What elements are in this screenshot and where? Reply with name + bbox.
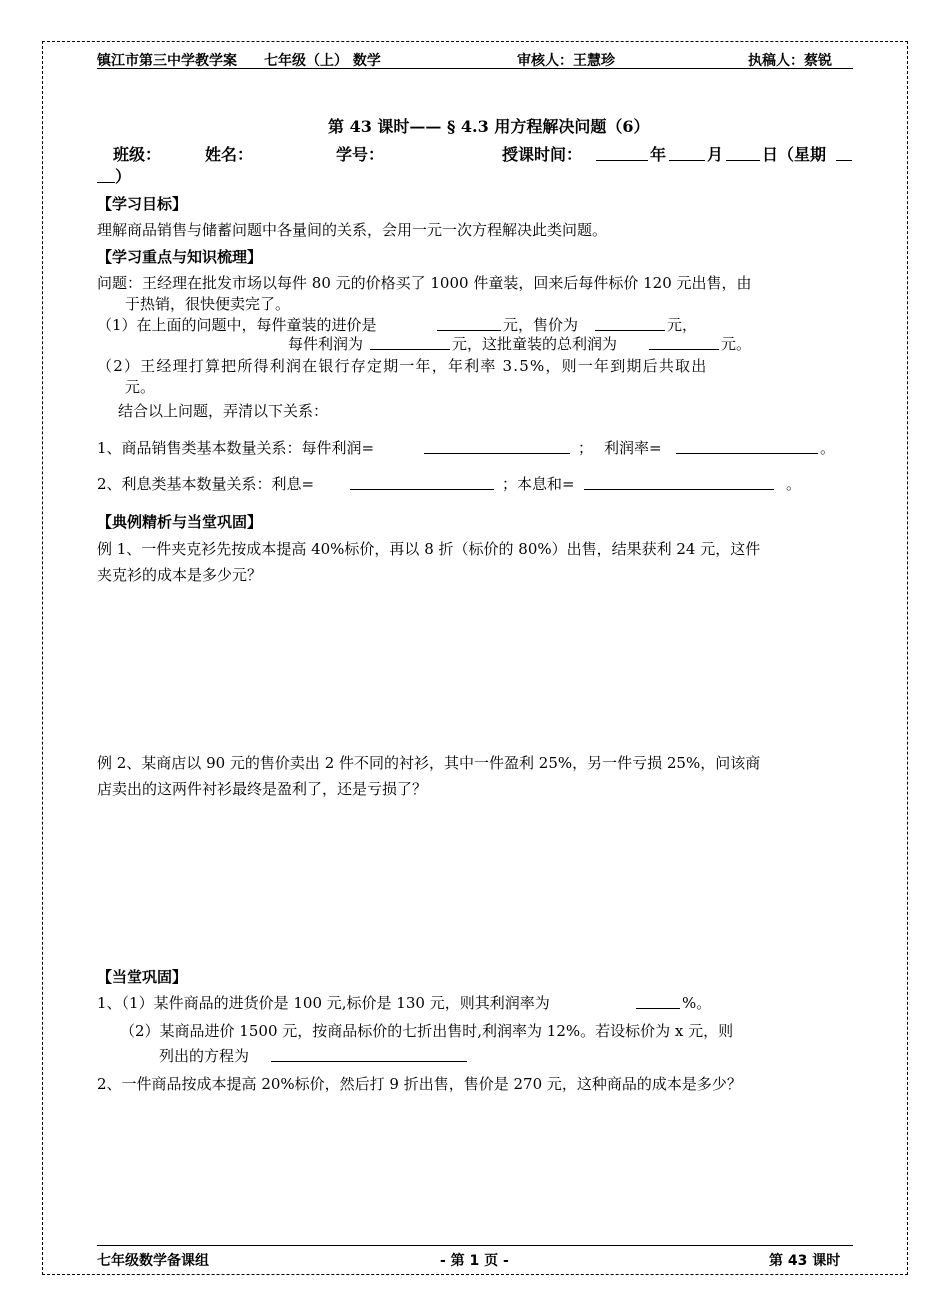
ex2-line2: 店卖出的这两件衬衫最终是盈利了，还是亏损了？ (97, 780, 428, 798)
header-author: 执稿人：蔡锐 (748, 53, 832, 69)
class-label: 班级： (113, 145, 162, 164)
year-label: 年 (650, 145, 667, 164)
footer-rule (97, 1245, 853, 1246)
ex1-line1: 例 1、一件夹克衫先按成本提高 40%标价，再以 8 折（标价的 80%）出售，结果获利 24 元，这件 (97, 540, 761, 558)
rel2-text-c: 。 (786, 475, 802, 493)
purchase-price-blank[interactable] (437, 316, 501, 331)
p1-2-line2: 列出的方程为 (159, 1047, 250, 1065)
name-label: 姓名： (205, 145, 254, 164)
rel1-text-d: 。 (820, 439, 836, 457)
q1-text-d: 每件利润为 (288, 335, 364, 353)
q1-text-b: 元，售价为 (503, 316, 579, 334)
date-label: 授课时间： (502, 145, 583, 164)
ex2-line1: 例 2、某商店以 90 元的售价卖出 2 件不同的衬衫，其中一件盈利 25%，另一件亏损 25%，问该商 (97, 754, 761, 772)
rel2-text-a: 2、利息类基本数量关系：利息= (97, 475, 315, 493)
profit-rate-answer-blank[interactable] (636, 994, 680, 1009)
problem-line2: 于热销，很快便卖完了。 (125, 295, 291, 313)
focus-heading: 【学习重点与知识梳理】 (97, 248, 263, 266)
month-label: 月 (707, 145, 724, 164)
p1-text-a: 1、（1）某件商品的进货价是 100 元,标价是 130 元，则其利润率为 (97, 994, 550, 1012)
profit-rate-blank[interactable] (676, 439, 818, 454)
weekday-label: 日（星期 (762, 145, 827, 164)
q1-text-c: 元， (667, 316, 698, 334)
footer-page: - 第 1 页 - (440, 1253, 509, 1269)
year-blank[interactable] (596, 146, 648, 161)
number-label: 学号： (336, 145, 385, 164)
combine-text: 结合以上问题，弄清以下关系： (118, 402, 329, 420)
q1-text-a: （1）在上面的问题中，每件童装的进价是 (97, 316, 377, 334)
p1-text-b: %。 (682, 994, 712, 1012)
lesson-title: 第 43 课时—— § 4.3 用方程解决问题（6） (328, 117, 650, 136)
goals-heading: 【学习目标】 (97, 195, 188, 213)
examples-heading: 【典例精析与当堂巩固】 (97, 513, 263, 531)
principal-interest-blank[interactable] (584, 475, 774, 490)
p1-2-line1: （2）某商品进价 1500 元，按商品标价的七折出售时,利润率为 12%。若设标价为 x 元，则 (120, 1022, 734, 1040)
unit-profit-formula-blank[interactable] (424, 439, 570, 454)
rel1-text-a: 1、商品销售类基本数量关系：每件利润= (97, 439, 375, 457)
rel1-text-c: 利润率= (604, 439, 662, 457)
q1-text-e: 元，这批童装的总利润为 (452, 335, 618, 353)
footer-lesson: 第 43 课时 (769, 1253, 841, 1269)
equation-blank[interactable] (271, 1047, 467, 1062)
day-blank[interactable] (726, 146, 760, 161)
ex1-line2: 夹克衫的成本是多少元？ (97, 566, 263, 584)
header-school: 镇江市第三中学教学案 (97, 53, 237, 69)
p2-text: 2、一件商品按成本提高 20%标价，然后打 9 折出售，售价是 270 元，这种商品的成本是多少？ (97, 1075, 742, 1093)
problem-line1: 问题：王经理在批发市场以每件 80 元的价格买了 1000 件童装，回来后每件标价 120 元出售，由 (97, 274, 752, 292)
goals-text: 理解商品销售与储蓄问题中各量间的关系，会用一元一次方程解决此类问题。 (97, 221, 608, 239)
interest-blank[interactable] (350, 475, 494, 490)
q2-line1: （2）王经理打算把所得利润在银行存定期一年，年利率 3.5%，则一年到期后共取出 (97, 357, 708, 375)
practice-heading: 【当堂巩固】 (97, 968, 188, 986)
close-paren: ） (115, 167, 132, 186)
unit-profit-blank[interactable] (370, 335, 450, 350)
month-blank[interactable] (669, 146, 705, 161)
q1-text-f: 元。 (721, 335, 752, 353)
rel1-text-b: ； (578, 439, 594, 457)
header-grade-subject: 七年级（上） 数学 (264, 53, 381, 69)
header-reviewer: 审核人：王慧珍 (517, 53, 615, 69)
q2-line2: 元。 (125, 378, 156, 396)
weekday-blank[interactable] (836, 146, 852, 161)
weekday-blank-cont[interactable] (97, 168, 115, 183)
rel2-text-b: ；本息和= (502, 475, 575, 493)
footer-group: 七年级数学备课组 (97, 1253, 209, 1269)
total-profit-blank[interactable] (649, 335, 719, 350)
header-rule (97, 68, 853, 69)
sale-price-blank[interactable] (595, 316, 665, 331)
